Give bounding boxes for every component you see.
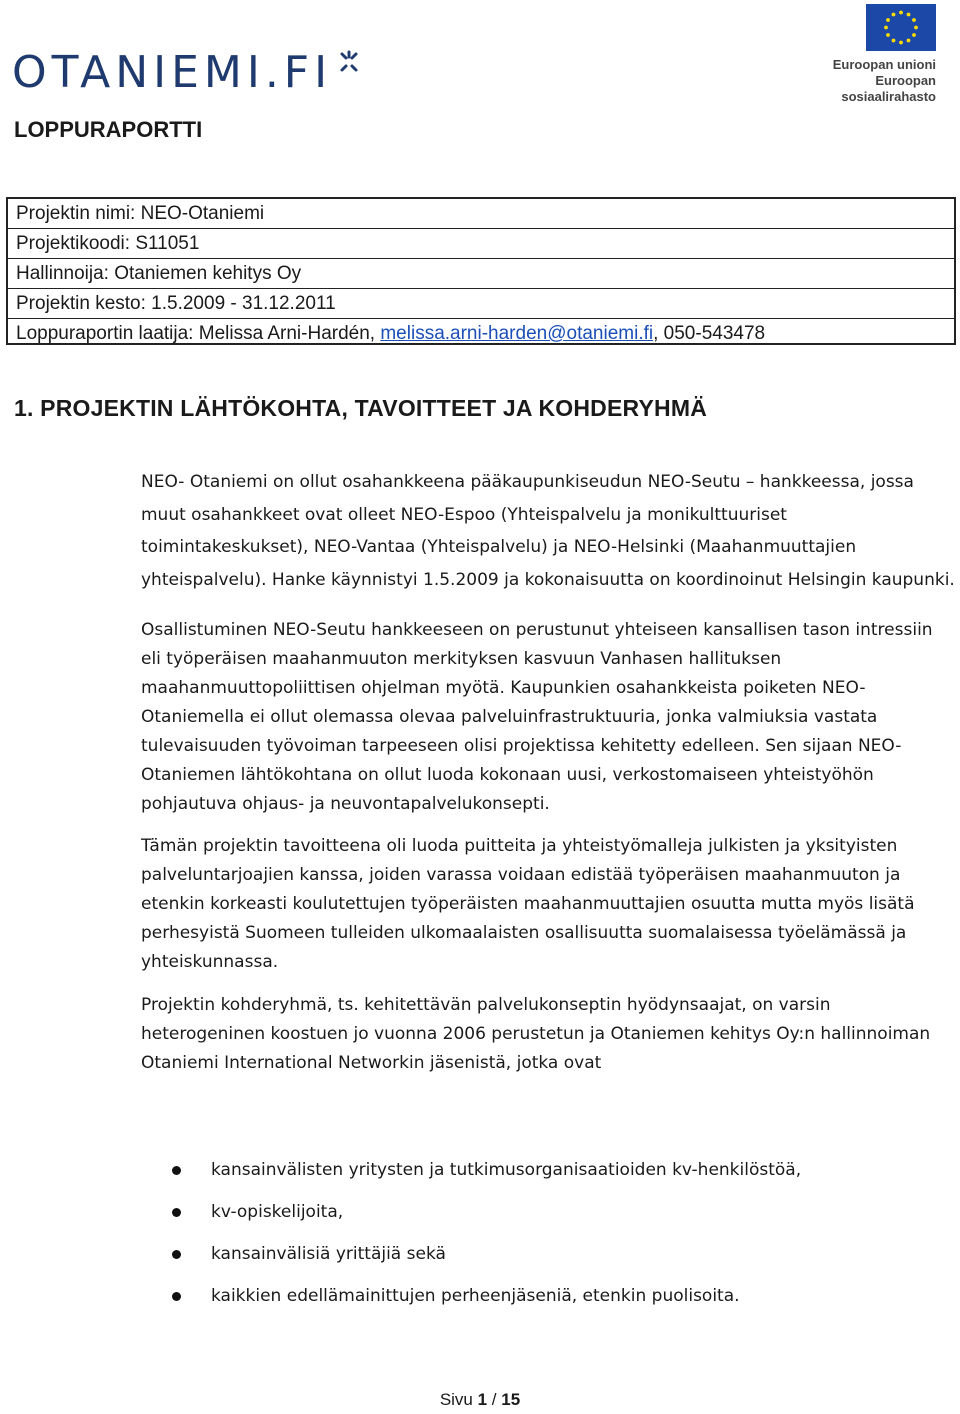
- author-prefix: Loppuraportin laatija: Melissa Arni-Hardén,: [16, 323, 381, 344]
- list-item: kv-opiskelijoita,: [172, 1196, 952, 1238]
- eu-flag-icon: [866, 4, 936, 51]
- project-info-box: [6, 197, 956, 345]
- section-heading: 1. PROJEKTIN LÄHTÖKOHTA, TAVOITTEET JA KOHDERYHMÄ: [14, 395, 708, 421]
- document-title: LOPPURAPORTTI: [14, 117, 203, 142]
- eu-star: [907, 13, 911, 17]
- list-item: kansainvälisiä yrittäjiä sekä: [172, 1238, 952, 1280]
- logo-text: OTANIEMI.FI: [12, 46, 333, 98]
- bullet-icon: [172, 1208, 181, 1217]
- project-duration: Projektin kesto: 1.5.2009 - 31.12.2011: [8, 289, 954, 319]
- author-phone: , 050-543478: [653, 323, 766, 344]
- eu-star: [912, 33, 916, 37]
- eu-star: [914, 26, 918, 30]
- page-total: 15: [501, 1390, 521, 1409]
- section-body: [141, 466, 956, 1078]
- paragraph-3: Tämän projektin tavoitteena oli luoda puitteita ja yhteistyömalleja julkisten ja yksityisten palveluntarjoajien kanssa, joiden varassa voidaan edistää työperäisen maahanmuuton ja etenkin korkeasti koulutettujen työperäisten maahanmuuttajien osuutta mutta myös lisätä perhesyistä Suomeen tulleiden ulkomaalaisten osallisuutta suomalaisessa työelämässä ja yhteiskunnassa.: [141, 836, 915, 972]
- bullet-icon: [172, 1292, 181, 1301]
- eu-star: [899, 41, 903, 45]
- eu-union-label: Euroopan unioni: [832, 57, 936, 72]
- eu-star: [886, 18, 890, 22]
- page-current: 1: [477, 1390, 488, 1409]
- eu-social-fund-label: Euroopan sosiaalirahasto: [841, 73, 936, 104]
- page-separator: /: [487, 1390, 502, 1409]
- eu-star: [884, 26, 888, 30]
- logo-asterisk-icon: [338, 50, 360, 74]
- paragraph-1: NEO- Otaniemi on ollut osahankkeena pääkaupunkiseudun NEO-Seutu – hankkeessa, jossa muut osahankkeet ovat olleet NEO-Espoo (Yhteispalvelu ja monikulttuuriset toimintakeskukset), NEO-Vantaa (Yhteispalvelu) ja NEO-Helsinki (Maahanmuuttajien yhteispalvelu). Hanke käynnistyi 1.5.2009 ja kokonaisuutta on koordinoinut Helsingin kaupunki.: [141, 472, 955, 590]
- page-footer: [0, 1390, 960, 1410]
- report-author: [8, 319, 954, 348]
- project-name: Projektin nimi: NEO-Otaniemi: [8, 199, 954, 229]
- project-admin: Hallinnoija: Otaniemen kehitys Oy: [8, 259, 954, 289]
- author-email-link[interactable]: melissa.arni-harden@otaniemi.fi: [380, 323, 654, 344]
- eu-star: [899, 11, 903, 15]
- eu-star: [892, 39, 896, 43]
- eu-star: [886, 33, 890, 37]
- paragraph-4: Projektin kohderyhmä, ts. kehitettävän palvelukonseptin hyödynsaajat, on varsin heterogeninen koostuen jo vuonna 2006 perustetun ja Otaniemen kehitys Oy:n hallinnoiman Otaniemi International Networkin jäsenistä, jotka ovat: [141, 995, 931, 1073]
- otaniemi-logo: [12, 42, 360, 102]
- list-item: kansainvälisten yritysten ja tutkimusorganisaatioiden kv-henkilöstöä,: [172, 1154, 952, 1196]
- project-code: Projektikoodi: S11051: [8, 229, 954, 259]
- page-label: Sivu: [439, 1390, 478, 1409]
- list-item: kaikkien edellämainittujen perheenjäseniä, etenkin puolisoita.: [172, 1280, 952, 1322]
- paragraph-2: Osallistuminen NEO-Seutu hankkeeseen on perustunut yhteiseen kansallisen tason intressiin eli työperäisen maahanmuuton merkityksen kasvuun Vanhasen hallituksen maahanmuuttopoliittisen ohjelman myötä. Kaupunkien osahankkeista poiketen NEO-Otaniemella ei ollut olemassa olevaa palveluinfrastruktuuria, jonka valmiuksia vastata tulevaisuuden työvoiman tarpeeseen olisi projektissa kehitetty edelleen. Sen sijaan NEO-Otaniemen lähtökohtana on ollut luoda kokonaan uusi, verkostomaiseen yhteistyöhön pohjautuva ohjaus- ja neuvontapalvelukonsepti.: [141, 620, 933, 814]
- eu-star: [912, 18, 916, 22]
- eu-logo: [780, 4, 936, 105]
- eu-star: [892, 13, 896, 17]
- target-group-list: [172, 1154, 952, 1322]
- bullet-icon: [172, 1166, 181, 1175]
- eu-star: [907, 39, 911, 43]
- bullet-icon: [172, 1250, 181, 1259]
